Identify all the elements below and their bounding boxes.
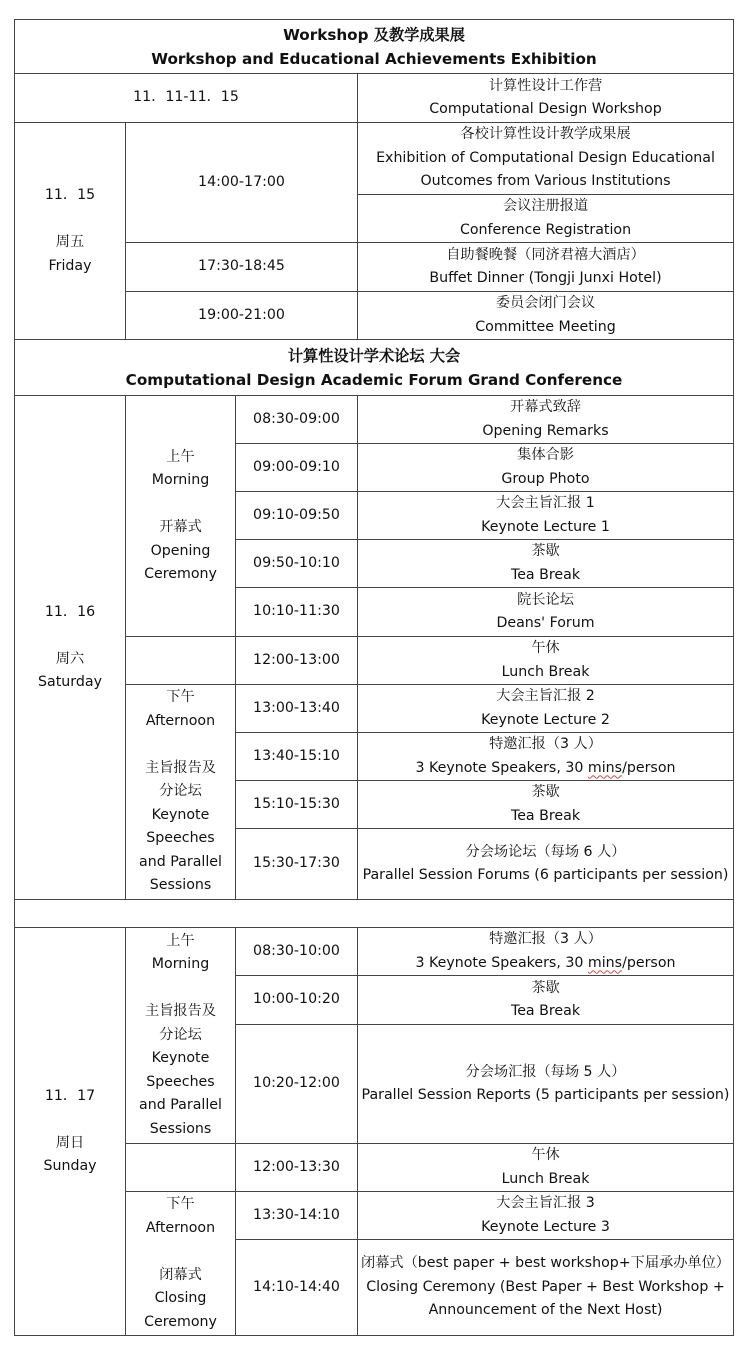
event-cell (358, 781, 734, 829)
workshop-title-cn: Workshop 及教学成果展 (283, 25, 465, 44)
event-cell (358, 1144, 734, 1192)
event-en: Tea Break (510, 566, 581, 583)
day-weekday-cn: 周五 (55, 234, 85, 250)
forum-title-cn: 计算性设计学术论坛 大会 (287, 346, 461, 365)
time-slot: 09:50-10:10 (236, 540, 358, 588)
event-cell (358, 1025, 734, 1144)
time-slot: 12:00-13:30 (236, 1144, 358, 1192)
session-cn: 主旨报告及 (145, 759, 216, 776)
time-slot: 08:30-09:00 (236, 396, 358, 444)
event-cn: 院长论坛 (517, 591, 574, 608)
event-cn: 大会主旨汇报 3 (496, 1195, 595, 1211)
event-cn: 计算性设计工作营 (488, 77, 603, 94)
forum-title (15, 340, 734, 396)
event-cell (358, 637, 734, 685)
event-en: Keynote Lecture 1 (481, 518, 610, 535)
period-en: Afternoon (145, 712, 216, 729)
workshop-title-en: Workshop and Educational Achievements Exhibition (151, 49, 597, 68)
event-en: 3 Keynote Speakers, 30 mins/person (415, 759, 676, 776)
day-weekday-cn: 周日 (55, 1134, 85, 1151)
forum-title-en: Computational Design Academic Forum Grand Conference (125, 370, 623, 389)
event-en: Closing Ceremony (Best Paper + Best Workshop + Announcement of the Next Host) (366, 1278, 725, 1319)
period-en: Afternoon (145, 1219, 216, 1236)
session-cn: 分论坛 (159, 1026, 202, 1043)
event-en: Keynote Lecture 3 (481, 1218, 610, 1235)
day-17-date-cell (15, 928, 126, 1336)
session-cn: 闭幕式 (159, 1266, 202, 1283)
time-slot: 15:30-17:30 (236, 829, 358, 900)
workshop-dates: 11．11-11．15 (15, 74, 358, 123)
event-cell (358, 1240, 734, 1336)
event-en: Parallel Session Forums (6 participants per session) (362, 867, 729, 883)
event-en: Parallel Session Reports (5 participants per session) (361, 1087, 730, 1103)
event-en: Lunch Break (501, 1170, 590, 1187)
day-weekday-en: Sunday (43, 1158, 97, 1174)
time-slot: 10:10-11:30 (236, 588, 358, 637)
event-cn: 各校计算性设计教学成果展 (460, 126, 631, 143)
event-en: Committee Meeting (475, 318, 616, 335)
event-cell (358, 396, 734, 444)
event-cell (358, 685, 734, 733)
day-16-date-cell (15, 396, 126, 900)
event-cell (358, 1192, 734, 1240)
event-cn: 分会场论坛（每场 6 人） (465, 843, 626, 860)
event-cn: 委员会闭门会议 (495, 295, 596, 311)
event-en: Buffet Dinner (Tongji Junxi Hotel) (429, 270, 662, 286)
day-date: 11．17 (44, 1087, 96, 1104)
period-cn: 下午 (166, 689, 195, 706)
event-en: Tea Break (510, 807, 581, 824)
event-cell (358, 444, 734, 492)
session-en: and Parallel (139, 853, 222, 870)
session-cn: 分论坛 (159, 783, 202, 800)
time-slot: 10:00-10:20 (236, 976, 358, 1025)
event-cell (358, 588, 734, 637)
event-cn: 午休 (531, 1147, 560, 1163)
event-cn: 特邀汇报（3 人） (489, 736, 602, 752)
event-en: Computational Design Workshop (429, 101, 662, 117)
time-slot: 15:10-15:30 (236, 781, 358, 829)
day-15-date-cell (15, 123, 126, 340)
event-en: Tea Break (510, 1003, 581, 1019)
event-cn: 茶歇 (531, 543, 560, 559)
day-date: 11．16 (44, 603, 96, 620)
event-cell (358, 123, 734, 195)
spacer-row (15, 900, 734, 928)
session-cn: 主旨报告及 (145, 1003, 216, 1020)
workshop-event (358, 74, 734, 123)
day-weekday-en: Saturday (38, 674, 102, 690)
session-en: Closing (154, 1290, 207, 1306)
session-en: Ceremony (144, 566, 217, 582)
event-en: Outcomes from Various Institutions (420, 173, 671, 190)
event-cell (358, 976, 734, 1025)
period-en: Morning (151, 472, 210, 488)
event-cn: 大会主旨汇报 1 (496, 495, 595, 511)
day-16-afternoon-cell (126, 685, 236, 900)
day-17-afternoon-cell (126, 1192, 236, 1336)
session-en: Sessions (149, 877, 212, 894)
event-en: Keynote Lecture 2 (481, 711, 610, 728)
event-cn: 会议注册报道 (502, 198, 589, 214)
session-cn: 开幕式 (159, 519, 202, 535)
day-weekday-en: Friday (48, 257, 92, 274)
schedule-table (14, 19, 734, 1336)
event-cn: 分会场汇报（每场 5 人） (465, 1063, 626, 1080)
event-cn: 大会主旨汇报 2 (496, 688, 595, 704)
event-en: Lunch Break (501, 663, 590, 680)
period-cn: 下午 (166, 1196, 195, 1212)
session-en: Opening (150, 542, 211, 559)
time-slot: 10:20-12:00 (236, 1025, 358, 1144)
event-cell (358, 829, 734, 900)
event-cn: 特邀汇报（3 人） (489, 931, 602, 947)
event-cell (358, 195, 734, 243)
time-slot: 12:00-13:00 (236, 637, 358, 685)
period-en: Morning (151, 956, 210, 973)
event-cn: 茶歇 (531, 979, 560, 996)
empty-period-cell (126, 1144, 236, 1192)
time-slot: 14:10-14:40 (236, 1240, 358, 1336)
time-slot: 09:10-09:50 (236, 492, 358, 540)
workshop-title (15, 20, 734, 74)
event-cn: 午休 (531, 640, 560, 656)
time-slot: 09:00-09:10 (236, 444, 358, 492)
event-cell (358, 540, 734, 588)
period-cn: 上午 (166, 932, 195, 949)
time-slot: 14:00-17:00 (126, 123, 358, 243)
event-en: Conference Registration (459, 221, 632, 238)
session-en: Keynote (151, 806, 210, 823)
event-cn: 开幕式致辞 (510, 399, 581, 415)
time-slot: 13:30-14:10 (236, 1192, 358, 1240)
day-16-morning-cell (126, 396, 236, 637)
event-cn: 集体合影 (517, 447, 574, 463)
event-cell (358, 492, 734, 540)
event-en: Exhibition of Computational Design Educational (376, 149, 715, 166)
event-cell (358, 292, 734, 340)
event-cn: 闭幕式（best paper + best workshop+下届承办单位） (361, 1255, 730, 1272)
session-en: Speeches (146, 830, 215, 847)
period-cn: 上午 (166, 448, 195, 465)
time-slot: 17:30-18:45 (126, 243, 358, 292)
day-17-morning-cell (126, 928, 236, 1144)
event-cell (358, 733, 734, 781)
event-cn: 自助餐晚餐（同济君禧大酒店） (446, 246, 645, 263)
event-en: Group Photo (501, 470, 590, 487)
event-en: Opening Remarks (482, 422, 609, 439)
event-en: Deans' Forum (496, 615, 595, 631)
day-weekday-cn: 周六 (55, 650, 85, 667)
time-slot: 13:00-13:40 (236, 685, 358, 733)
time-slot: 13:40-15:10 (236, 733, 358, 781)
session-en: Speeches (146, 1073, 215, 1090)
time-slot: 08:30-10:00 (236, 928, 358, 976)
session-en: Keynote (151, 1050, 210, 1067)
empty-period-cell (126, 637, 236, 685)
session-en: Sessions (149, 1120, 212, 1137)
event-cn: 茶歇 (531, 784, 560, 800)
event-en: 3 Keynote Speakers, 30 mins/person (415, 954, 676, 971)
event-cell (358, 243, 734, 292)
time-slot: 19:00-21:00 (126, 292, 358, 340)
session-en: Ceremony (144, 1313, 217, 1330)
session-en: and Parallel (139, 1097, 222, 1114)
day-date: 11．15 (44, 187, 96, 203)
event-cell (358, 928, 734, 976)
